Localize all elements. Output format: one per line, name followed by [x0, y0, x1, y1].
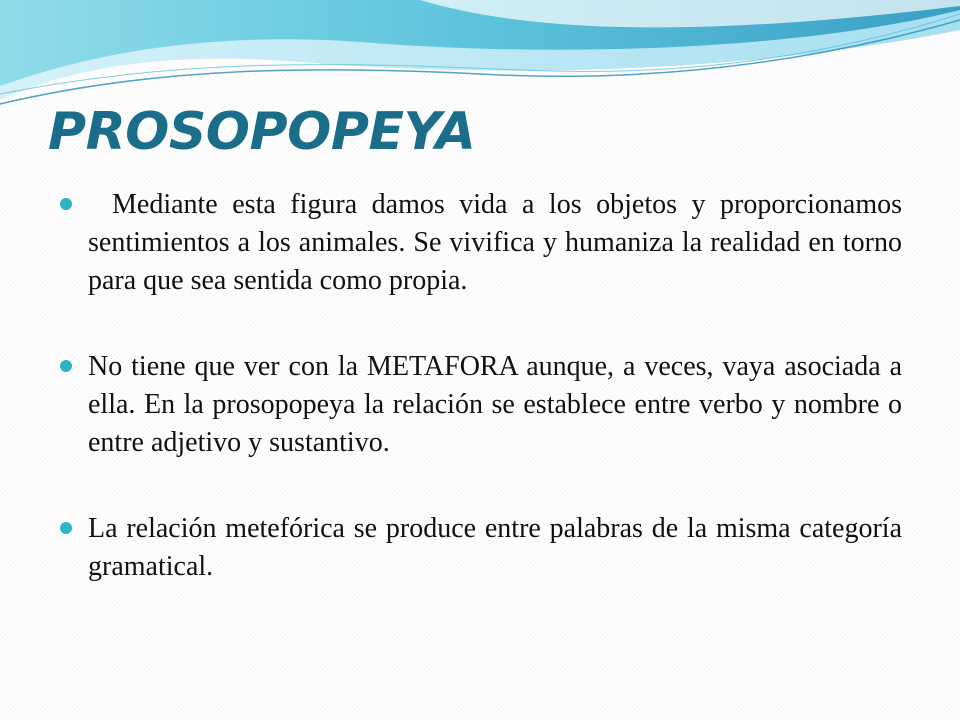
bullet-dot-icon	[60, 360, 72, 372]
bullet-item	[60, 348, 902, 462]
bullet-text: Mediante esta figura damos vida a los objetos y proporcionamos sentimientos a los animales. Se vivifica y humaniza la realidad en torno para que sea sentida como propia.	[88, 189, 902, 296]
bullet-text: La relación metefórica se produce entre palabras de la misma categoría gramatical.	[88, 513, 902, 582]
bullet-item	[60, 186, 902, 300]
slide-title: PROSOPOPEYA	[48, 102, 476, 162]
bullet-text: No tiene que ver con la METAFORA aunque, a veces, vaya asociada a ella. En la prosopopeya la relación se establece entre verbo y nombre o entre adjetivo y sustantivo.	[88, 351, 902, 458]
bullet-dot-icon	[60, 198, 72, 210]
bullet-list	[60, 186, 902, 634]
bullet-dot-icon	[60, 522, 72, 534]
bullet-item	[60, 510, 902, 586]
